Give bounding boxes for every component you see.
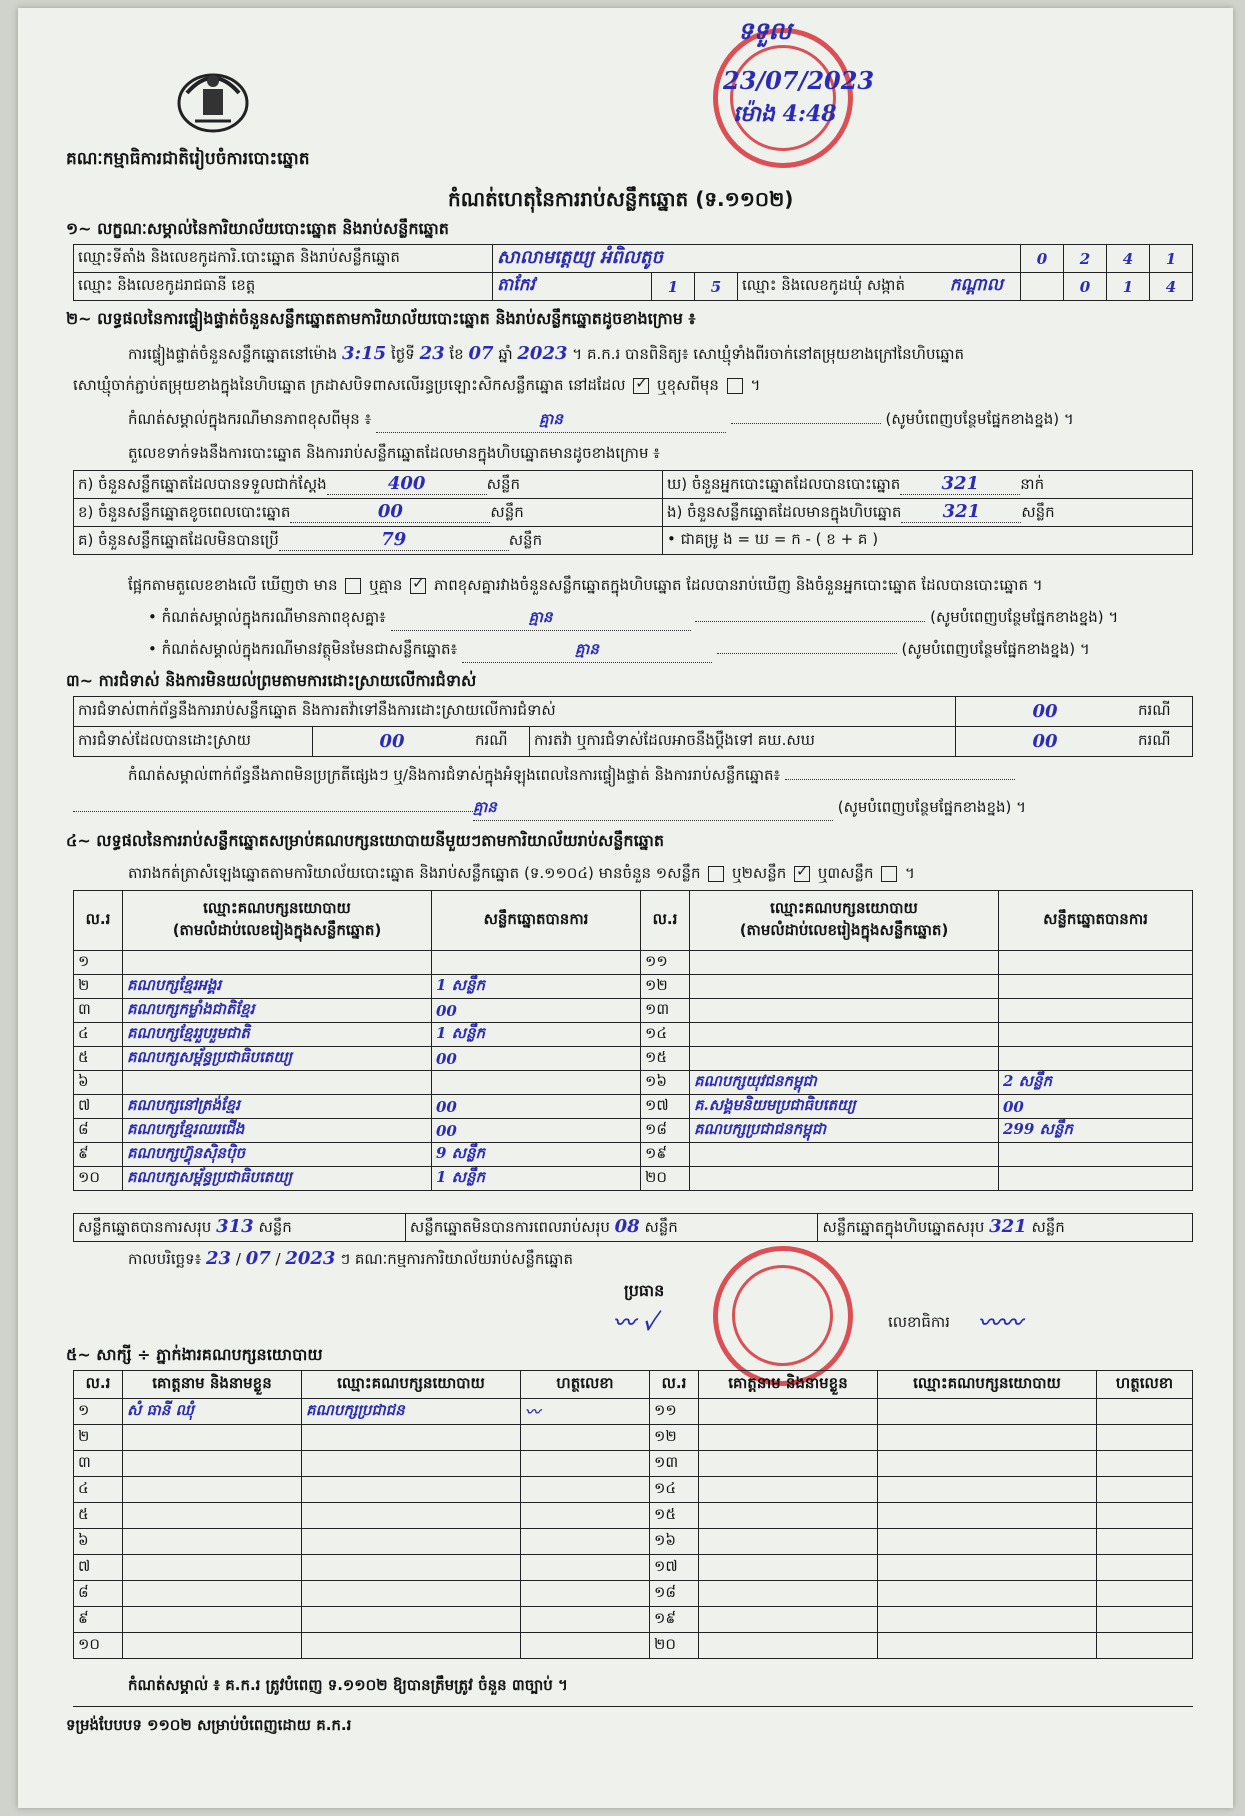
witness-name	[123, 1607, 302, 1633]
row-no: ៦	[74, 1071, 123, 1095]
objection-r2b-label: ការតវ៉ា ឬការជំទាស់ដែលអាចនឹងប្ដឹងទៅ គឃ.សឃ	[530, 727, 956, 757]
row-no: ៤	[74, 1023, 123, 1047]
sum-invalid-unit: សន្លឹក	[644, 1217, 678, 1236]
sum-box: 321	[989, 1215, 1027, 1237]
location-code-digit: 1	[1150, 245, 1193, 273]
no-difference-checkbox[interactable]	[410, 578, 426, 594]
count-kha-label: ខ) ចំនួនសន្លឹកឆ្នោតខូចពេលបោះឆ្នោត	[78, 502, 291, 521]
diff-note-label: កំណត់សម្គាល់ក្នុងករណីមានភាពខុសពីមុន ៖	[128, 410, 372, 428]
objection-r2b-value: 00	[956, 727, 1135, 757]
compare-line	[128, 576, 1043, 598]
party-votes: 00	[432, 1047, 641, 1071]
results-row	[74, 951, 1193, 975]
row-no: ១២	[641, 975, 690, 999]
col-votes: សន្លឹកឆ្នោតបានការ	[999, 891, 1193, 951]
witness-signature: 〰	[521, 1399, 650, 1425]
witness-row	[74, 1607, 1193, 1633]
row-no: ១៧	[641, 1095, 690, 1119]
form-title: កំណត់ហេតុនៃការរាប់សន្លឹកឆ្នោត (ទ.១១០២)	[448, 187, 794, 211]
col-party-title: ឈ្មោះគណបក្សនយោបាយ	[203, 898, 351, 917]
received-stamp-line1: ទទួល	[738, 16, 792, 45]
row-no: ៤	[74, 1477, 123, 1503]
secretary-label: លេខាធិការ	[888, 1313, 950, 1331]
col-sign: ហត្ថលេខា	[521, 1371, 650, 1399]
col-party-title: ឈ្មោះគណបក្សនយោបាយ	[770, 898, 918, 917]
witness-party	[302, 1451, 521, 1477]
witness-party	[302, 1607, 521, 1633]
row-no: ១២	[650, 1425, 699, 1451]
row-no: ១០	[74, 1633, 123, 1659]
witness-row	[74, 1529, 1193, 1555]
witness-party	[302, 1425, 521, 1451]
count-ngo-unit: សន្លឹក	[1021, 502, 1055, 521]
count-ngo-value: 321	[942, 500, 981, 522]
date-day: 23	[206, 1248, 232, 1269]
count-kho-unit: នាក់	[1020, 474, 1045, 493]
compare-prefix: ផ្អែកតាមតួលេខខាងលើ ឃើញថា មាន	[128, 576, 338, 594]
irregularity-note	[128, 766, 1198, 788]
check-time-suffix: ។ គ.ក.រ បានពិនិត្យ៖ សោឃ្មុំទាំងពីរចាក់នៅតម្រុយខាងក្រៅនៃហិបឆ្នោត	[572, 345, 965, 363]
commune-code-digit: 0	[1064, 273, 1107, 301]
bullet1-value: គ្មាន	[528, 608, 553, 626]
party-votes: 2 សន្លឹក	[999, 1071, 1193, 1095]
witness-row	[74, 1633, 1193, 1659]
objection-r1-value: 00	[956, 697, 1135, 727]
party-votes: 1 សន្លឹក	[432, 1167, 641, 1191]
witness-row	[74, 1451, 1193, 1477]
month-label: ខែ	[449, 345, 464, 363]
row-no: ១៦	[650, 1529, 699, 1555]
party-name: គណបក្សប្រជាជនកម្ពុជា	[690, 1119, 999, 1143]
row-no: ១៣	[641, 999, 690, 1023]
party-votes: 00	[432, 1119, 641, 1143]
year-label: ឆ្នាំ	[498, 345, 513, 363]
witness-row	[74, 1425, 1193, 1451]
row-no: ១៥	[650, 1503, 699, 1529]
row-no: ១០	[74, 1167, 123, 1191]
formula: • ជាគម្រូ ង = ឃ = ក - ( ខ + គ )	[663, 527, 1193, 555]
received-stamp-date: 23/07/2023	[723, 66, 875, 95]
nec-logo	[173, 63, 253, 135]
row-no: ១៥	[641, 1047, 690, 1071]
results-row	[74, 1167, 1193, 1191]
commune-code-digit: 1	[1107, 273, 1150, 301]
row-no: ១៨	[641, 1119, 690, 1143]
party-name	[690, 975, 999, 999]
row-no: ១១	[641, 951, 690, 975]
col-name: គោត្តនាម និងនាមខ្លួន	[699, 1371, 878, 1399]
section1-heading: ១~ លក្ខណៈសម្គាល់នៃការិយាល័យបោះឆ្នោត និងរាប់សន្លឹកឆ្នោត	[66, 219, 449, 238]
col-no: ល.រ	[74, 1371, 123, 1399]
date-line: កាលបរិច្ឆេទ៖ 23 / 07 / 2023 ៗ គណៈកម្មការការិយាល័យរាប់សន្លឹកឆ្នោត	[128, 1248, 573, 1269]
witness-row	[74, 1503, 1193, 1529]
president-label: ប្រធាន	[624, 1281, 665, 1300]
location-value: សាលាមត្តេយ្យ អំពិលតូច	[493, 245, 1021, 273]
totals-table	[73, 1213, 1193, 1242]
bullet2-line	[148, 640, 1198, 663]
col-party-sub: (តាមលំដាប់លេខរៀងក្នុងសន្លឹកឆ្នោត)	[739, 920, 949, 939]
party-votes: 299 សន្លឹក	[999, 1119, 1193, 1143]
day-value: 23	[419, 343, 445, 364]
party-votes: 00	[999, 1095, 1193, 1119]
party-votes: 9 សន្លឹក	[432, 1143, 641, 1167]
objection-r1-label: ការជំទាស់ពាក់ព័ន្ធនឹងការរាប់សន្លឹកឆ្នោត និងការតវ៉ាទៅនឹងការដោះស្រាយលើការជំទាស់	[74, 697, 956, 727]
row-no: ១១	[650, 1399, 699, 1425]
sum-invalid: 08	[614, 1215, 640, 1237]
results-row	[74, 1095, 1193, 1119]
commune-code-blank	[1021, 273, 1064, 301]
party-votes: 00	[432, 999, 641, 1023]
count-kha-value: 00	[377, 500, 403, 522]
results-row	[74, 1071, 1193, 1095]
seal-text: សោឃ្មុំចាក់ភ្ជាប់តម្រុយខាងក្នុងនៃហិបឆ្នោត ក្រដាសបិទពាសលើរន្ធប្រឡោះសិកសន្លឹកឆ្នោត នៅដដែល	[73, 376, 626, 394]
party-votes	[999, 999, 1193, 1023]
witness-name: សំ ធានី ឈុំ	[123, 1399, 302, 1425]
irregularity-note-label: កំណត់សម្គាល់ពាក់ព័ន្ធនឹងភាពមិនប្រក្រតីផ្សេងៗ ឬ/និងការជំទាស់ក្នុងអំឡុងពេលនៃការផ្ទៀងផ្ទាត់ និងការរាប់សន្លឹកឆ្នោត៖	[128, 766, 781, 784]
party-votes: 00	[432, 1095, 641, 1119]
witness-row	[74, 1581, 1193, 1607]
commune-value: កណ្ដាល	[949, 275, 1003, 295]
results-row	[74, 1119, 1193, 1143]
three-sheet-label: ឬ៣សន្លឹក	[817, 864, 874, 882]
witness-name	[123, 1425, 302, 1451]
party-name	[690, 1167, 999, 1191]
col-name: គោត្តនាម និងនាមខ្លួន	[123, 1371, 302, 1399]
diff-note-value: គ្មាន	[539, 410, 563, 428]
two-sheet-checkbox[interactable]	[794, 866, 810, 882]
day-label: ថ្ងៃទី	[390, 345, 415, 363]
row-no: ៧	[74, 1095, 123, 1119]
changed-label: ឬខុសពីមុន	[657, 376, 719, 394]
row-no: ១៤	[641, 1023, 690, 1047]
row-no: ១	[74, 951, 123, 975]
witness-name	[123, 1581, 302, 1607]
row-no: ៣	[74, 1451, 123, 1477]
col-party	[690, 891, 999, 951]
row-no: ៥	[74, 1047, 123, 1071]
location-code-digit: 4	[1107, 245, 1150, 273]
witness-party	[302, 1503, 521, 1529]
location-code-digit: 2	[1064, 245, 1107, 273]
party-votes	[999, 951, 1193, 975]
row-no: ២	[74, 975, 123, 999]
row-no: ៦	[74, 1529, 123, 1555]
date-month: 07	[245, 1248, 271, 1269]
party-name	[123, 1071, 432, 1095]
count-kha-unit: សន្លឹក	[490, 502, 524, 521]
witness-name	[123, 1451, 302, 1477]
witness-party	[302, 1529, 521, 1555]
party-name: គណបក្សខ្មែរឈរជើង	[123, 1119, 432, 1143]
row-no: ៩	[74, 1143, 123, 1167]
month-value: 07	[468, 343, 494, 364]
witness-name	[123, 1529, 302, 1555]
objection-table	[73, 696, 1193, 757]
counts-intro: តួលេខទាក់ទងនឹងការបោះឆ្នោត និងការរាប់សន្លឹកឆ្នោតដែលមានក្នុងហិបឆ្នោតមានដូចខាងក្រោម ៖	[128, 444, 660, 462]
objection-r1-unit: ករណី	[1134, 697, 1193, 727]
count-ka-unit: សន្លឹក	[486, 474, 520, 493]
col-no: ល.រ	[650, 1371, 699, 1399]
objection-r2-unit: ករណី	[471, 727, 530, 757]
col-sign: ហត្ថលេខា	[1097, 1371, 1193, 1399]
count-ko-unit: សន្លឹក	[508, 530, 543, 549]
footer-form-note: ទម្រង់បែបបទ ១១០២ សម្រាប់បំពេញដោយ គ.ក.រ	[66, 1716, 352, 1734]
bullet1-label: • កំណត់សម្គាល់ក្នុងករណីមានភាពខុសគ្នា៖	[148, 608, 386, 626]
row-no: ២០	[650, 1633, 699, 1659]
row-no: ១៨	[650, 1581, 699, 1607]
irregularity-note-line2	[73, 798, 1198, 821]
date-label: កាលបរិច្ឆេទ៖	[128, 1250, 202, 1268]
sum-valid-label: សន្លឹកឆ្នោតបានការសរុប	[78, 1217, 212, 1236]
party-name: គណបក្សហ៊្វុនស៊ិនប៉ិច	[123, 1143, 432, 1167]
party-votes	[999, 1023, 1193, 1047]
three-sheet-checkbox[interactable]	[881, 866, 897, 882]
year-value: 2023	[517, 343, 568, 364]
check-time-line	[128, 343, 964, 367]
witness-party	[302, 1477, 521, 1503]
witness-body	[74, 1399, 1193, 1659]
footer-divider	[73, 1706, 1193, 1707]
col-no: ល.រ	[641, 891, 690, 951]
party-name	[690, 951, 999, 975]
row-no: ២០	[641, 1167, 690, 1191]
party-votes	[432, 951, 641, 975]
section2-heading: ២~ លទ្ធផលនៃការផ្ទៀងផ្ទាត់ចំនួនសន្លឹកឆ្នោតតាមការិយាល័យបោះឆ្នោត និងរាប់សន្លឹកឆ្នោតដូចខាងក្រោម ៖	[66, 309, 696, 328]
col-party: ឈ្មោះគណបក្សនយោបាយ	[878, 1371, 1097, 1399]
count-ko-value: 79	[381, 528, 407, 550]
unchanged-checkbox[interactable]	[633, 378, 649, 394]
commune-label	[738, 273, 1021, 301]
diff-note-line	[128, 410, 1198, 433]
irregularity-note-value: គ្មាន	[473, 798, 497, 816]
row-no: ២	[74, 1425, 123, 1451]
section4-heading: ៤~ លទ្ធផលនៃការរាប់សន្លឹកឆ្នោតសម្រាប់គណបក្សនយោបាយនីមួយៗតាមការិយាល័យរាប់សន្លឹកឆ្នោត	[66, 831, 665, 850]
objection-r2-label: ការជំទាស់ដែលបានដោះស្រាយ	[74, 727, 313, 757]
row-no: ៩	[74, 1607, 123, 1633]
has-difference-checkbox[interactable]	[345, 578, 361, 594]
row-no: ១៦	[641, 1071, 690, 1095]
results-row	[74, 999, 1193, 1023]
party-name: គណបក្សខ្មែរអង្គរ	[123, 975, 432, 999]
row-no: ៣	[74, 999, 123, 1023]
province-code-digit: 5	[695, 273, 738, 301]
check-time-value: 3:15	[341, 343, 387, 364]
bullet1-line	[148, 608, 1198, 631]
counts-table	[73, 470, 1193, 555]
row-no: ៨	[74, 1581, 123, 1607]
row-no: ៨	[74, 1119, 123, 1143]
col-votes: សន្លឹកឆ្នោតបានការ	[432, 891, 641, 951]
location-label: ឈ្មោះទីតាំង និងលេខកូដការិ.បោះឆ្នោត និងរាប់សន្លឹកឆ្នោត	[74, 245, 493, 273]
count-kho-value: 321	[941, 472, 980, 494]
results-body	[74, 951, 1193, 1191]
bullet2-hint: (សូមបំពេញបន្ថែមផ្នែកខាងខ្នង) ។	[901, 640, 1090, 658]
party-name	[690, 1047, 999, 1071]
changed-checkbox[interactable]	[727, 378, 743, 394]
objection-r2-value: 00	[313, 727, 472, 757]
province-value: តាកែវ	[493, 273, 652, 301]
footer-note: កំណត់សម្គាល់ ៖ គ.ក.រ ត្រូវបំពេញ ទ.១១០២ ឱ្យបានត្រឹមត្រូវ ចំនួន ៣ច្បាប់ ។	[128, 1676, 568, 1694]
count-ka-value: 400	[387, 472, 426, 494]
results-row	[74, 1023, 1193, 1047]
party-name: គ.សង្គមនិយមប្រជាធិបតេយ្យ	[690, 1095, 999, 1119]
results-row	[74, 975, 1193, 999]
form-page	[18, 8, 1233, 1808]
witness-party: គណបក្សប្រជាជន	[302, 1399, 521, 1425]
results-table	[73, 890, 1193, 1191]
col-party-sub: (តាមលំដាប់លេខរៀងក្នុងសន្លឹកឆ្នោត)	[172, 920, 382, 939]
sum-valid: 313	[216, 1215, 254, 1237]
count-ko-label: គ) ចំនួនសន្លឹកឆ្នោតដែលមិនបានប្រើ	[78, 530, 279, 549]
col-no: ល.រ	[74, 891, 123, 951]
commune-label-text: ឈ្មោះ និងលេខកូដឃុំ សង្កាត់	[742, 276, 905, 294]
location-code-digit: 0	[1021, 245, 1064, 273]
row-no: ១៩	[650, 1607, 699, 1633]
row-no: ៥	[74, 1503, 123, 1529]
bullet1-hint: (សូមបំពេញបន្ថែមផ្នែកខាងខ្នង) ។	[930, 608, 1119, 626]
bullet2-value: គ្មាន	[575, 640, 599, 658]
seal-line: សោឃ្មុំចាក់ភ្ជាប់តម្រុយខាងក្នុងនៃហិបឆ្នោត ក្រដាសបិទពាសលើរន្ធប្រឡោះសិកសន្លឹកឆ្នោត នៅដដែល ✓ ឬខុសពីមុន ។	[73, 376, 760, 398]
party-name	[690, 1143, 999, 1167]
tally-sheet-intro: តារាងកត់ត្រាសំឡេងឆ្នោតតាមការិយាល័យបោះឆ្នោត និងរាប់សន្លឹកឆ្នោត (ទ.១១០៤) មានចំនួន ១សន្លឹក	[128, 864, 701, 882]
province-code-digit: 1	[652, 273, 695, 301]
witness-name	[123, 1477, 302, 1503]
party-votes: 1 សន្លឹក	[432, 1023, 641, 1047]
row-no: ១៣	[650, 1451, 699, 1477]
party-name	[690, 1023, 999, 1047]
bullet2-label: • កំណត់សម្គាល់ក្នុងករណីមានវត្ថុមិនមែនជាសន្លឹកឆ្នោត៖	[148, 640, 458, 658]
col-party	[123, 891, 432, 951]
president-signature: 〰 ✓	[613, 1310, 657, 1336]
secretary-signature: 〰〰	[978, 1310, 1023, 1336]
party-votes: 1 សន្លឹក	[432, 975, 641, 999]
party-votes	[432, 1071, 641, 1095]
irregularity-hint: (សូមបំពេញបន្ថែមផ្នែកខាងខ្នង) ។	[837, 798, 1027, 816]
party-name: គណបក្សនៅត្រង់ខ្មែរ	[123, 1095, 432, 1119]
results-row	[74, 1143, 1193, 1167]
row-no: ១៧	[650, 1555, 699, 1581]
section3-heading: ៣~ ការជំទាស់ និងការមិនយល់ព្រមតាមការដោះស្រាយលើការជំទាស់	[66, 671, 477, 690]
party-votes	[999, 1143, 1193, 1167]
party-name: គណបក្សសម្ព័ន្ធប្រជាធិបតេយ្យ	[123, 1167, 432, 1191]
section1-table	[73, 244, 1193, 301]
witness-name	[123, 1503, 302, 1529]
commune-code-digit: 4	[1150, 273, 1193, 301]
witness-name	[123, 1555, 302, 1581]
check-time-prefix: ការផ្ទៀងផ្ទាត់ចំនួនសន្លឹកឆ្នោតនៅម៉ោង	[128, 345, 338, 363]
party-votes	[999, 1167, 1193, 1191]
party-name	[690, 999, 999, 1023]
sum-invalid-label: សន្លឹកឆ្នោតមិនបានការពេលរាប់សរុប	[409, 1217, 610, 1236]
party-name: គណបក្សកម្លាំងជាតិខ្មែរ	[123, 999, 432, 1023]
two-sheet-label: ឬ២សន្លឹក	[732, 864, 787, 882]
party-votes	[999, 975, 1193, 999]
sum-box-label: សន្លឹកឆ្នោតក្នុងហិបឆ្នោតសរុប	[822, 1217, 985, 1236]
count-ka-label: ក) ចំនួនសន្លឹកឆ្នោតដែលបានទទួលជាក់ស្ដែង	[78, 474, 327, 493]
party-votes	[999, 1047, 1193, 1071]
compare-no-label: ឬគ្មាន	[369, 576, 403, 594]
committee-label: ៗ គណៈកម្មការការិយាល័យរាប់សន្លឹកឆ្នោត	[340, 1250, 573, 1268]
org-name: គណៈកម្មាធិការជាតិរៀបចំការបោះឆ្នោត	[66, 149, 310, 169]
party-name: គណបក្សខ្មែររួបរួមជាតិ	[123, 1023, 432, 1047]
objection-r2b-unit: ករណី	[1134, 727, 1193, 757]
party-name: គណបក្សសម្ព័ន្ធប្រជាធិបតេយ្យ	[123, 1047, 432, 1071]
tally-sheet-line: តារាងកត់ត្រាសំឡេងឆ្នោតតាមការិយាល័យបោះឆ្នោត និងរាប់សន្លឹកឆ្នោត (ទ.១១០៤) មានចំនួន ១សន្លឹក ឬ២សន្លឹក ✓ ឬ៣សន្លឹក ។	[128, 864, 915, 886]
one-sheet-checkbox[interactable]	[708, 866, 724, 882]
witness-party	[302, 1555, 521, 1581]
row-no: ៧	[74, 1555, 123, 1581]
witness-party	[302, 1633, 521, 1659]
date-year: 2023	[285, 1248, 336, 1269]
received-stamp-time: ម៉ោង 4:48	[733, 101, 837, 127]
fill-hint: (សូមបំពេញបន្ថែមផ្នែកខាងខ្នង) ។	[885, 410, 1074, 428]
count-kho-label: ឃ) ចំនួនអ្នកបោះឆ្នោតដែលបានបោះឆ្នោត	[667, 474, 901, 493]
witness-party	[302, 1581, 521, 1607]
sum-valid-unit: សន្លឹក	[258, 1217, 292, 1236]
witness-row	[74, 1555, 1193, 1581]
col-party: ឈ្មោះគណបក្សនយោបាយ	[302, 1371, 521, 1399]
section5-heading: ៥~ សាក្សី ÷ ភ្នាក់ងារគណបក្សនយោបាយ	[66, 1345, 323, 1364]
compare-suffix: ភាពខុសគ្នារវាងចំនួនសន្លឹកឆ្នោតក្នុងហិបឆ្នោត ដែលបានរាប់ឃើញ និងចំនួនអ្នកបោះឆ្នោត ដែលបានបោះឆ្នោត ។	[433, 576, 1043, 594]
witness-row	[74, 1399, 1193, 1425]
witness-row	[74, 1477, 1193, 1503]
row-no: ១៤	[650, 1477, 699, 1503]
province-label: ឈ្មោះ និងលេខកូដរាជធានី ខេត្ត	[74, 273, 493, 301]
party-name	[123, 951, 432, 975]
count-ngo-label: ង) ចំនួនសន្លឹកឆ្នោតដែលមានក្នុងហិបឆ្នោត	[667, 502, 902, 521]
results-row	[74, 1047, 1193, 1071]
row-no: ១	[74, 1399, 123, 1425]
party-name: គណបក្សយុវជនកម្ពុជា	[690, 1071, 999, 1095]
witness-table	[73, 1370, 1193, 1659]
official-stamp	[713, 1246, 853, 1386]
witness-name	[123, 1633, 302, 1659]
sum-box-unit: សន្លឹក	[1031, 1217, 1065, 1236]
row-no: ១៩	[641, 1143, 690, 1167]
